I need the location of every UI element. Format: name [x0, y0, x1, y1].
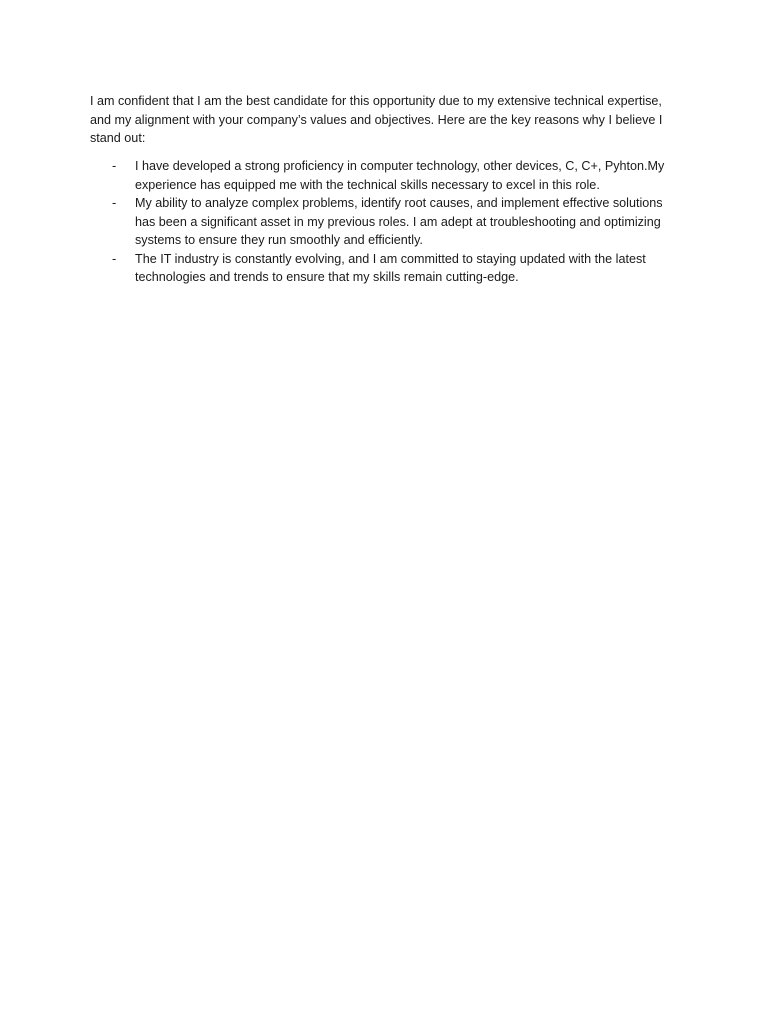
list-item-text: The IT industry is constantly evolving, and I am committed to staying updated with the latest technologies and trends to ensure that my skills remain cutting-edge. — [135, 251, 646, 284]
list-item — [90, 157, 680, 194]
bullet-dash: - — [112, 251, 117, 266]
list-item — [90, 194, 680, 250]
list-item — [90, 250, 680, 287]
bullet-dash: - — [112, 196, 117, 210]
bullet-dash: - — [112, 159, 117, 173]
list-item-text: My ability to analyze complex problems, identify root causes, and implement effective solutions has been a significant asset in my previous roles. I am adept at troubleshooting and optimizing systems to ensure they run smoothly and efficiently. — [135, 196, 663, 247]
intro-paragraph: I am confident that I am the best candidate for this opportunity due to my extensive technical expertise, and my alignment with your company’s values and objectives. Here are the key reasons why I believe I stand out: — [90, 94, 663, 145]
list-item-text: I have developed a strong proficiency in computer technology, other devices, C, C+, Pyhton.My experience has equipped me with the technical skills necessary to excel in this role. — [135, 159, 665, 192]
reasons-list — [90, 157, 680, 287]
